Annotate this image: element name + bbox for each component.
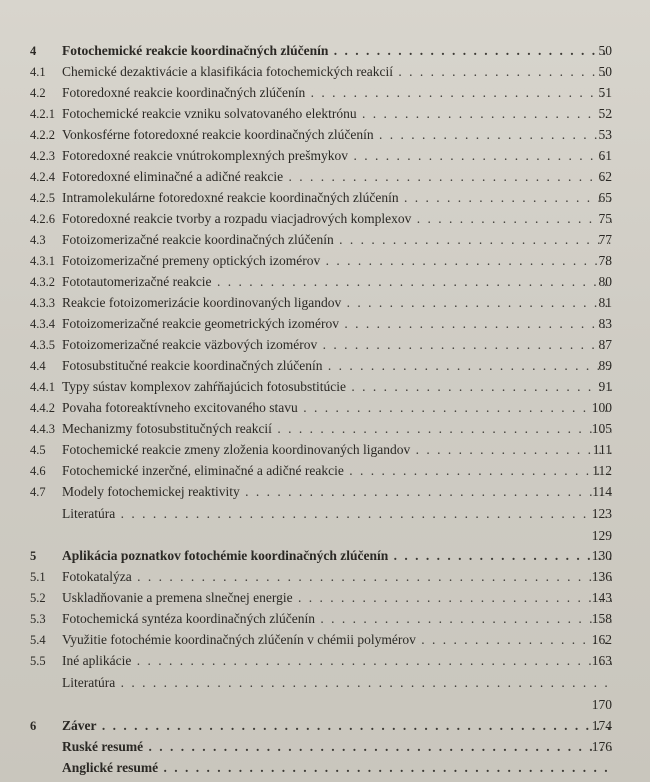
toc-entry-number: 4.2.4: [30, 170, 55, 184]
toc-entry-title: Fotochemické reakcie vzniku solvatovaného elektrónu . . .: [62, 103, 612, 125]
toc-entry-page: 176: [591, 739, 612, 754]
toc-entry-title: Reakcie fotoizomerizácie koordinovaných ligandov . . .: [62, 292, 612, 314]
toc-entry: [0, 736, 650, 758]
toc-entry-page: 81: [598, 295, 612, 310]
toc-entry-title: Fotochemické reakcie koordinačných zlúčenín . . .: [62, 40, 612, 62]
toc-entry-page: 53: [598, 127, 612, 142]
toc-entry: [0, 229, 650, 251]
toc-entry: [0, 187, 650, 209]
toc-entry-number: 4.1: [30, 65, 46, 79]
toc-entry-title: Mechanizmy fotosubstitučných reakcií . . .: [62, 418, 612, 440]
toc-entry-title: Fotoizomerizačné reakcie geometrických izomérov . . .: [62, 313, 612, 335]
toc-entry-page: 158: [591, 611, 612, 626]
toc-entry-page: 174: [591, 718, 612, 733]
toc-entry-title: Typy sústav komplexov zahŕňajúcich fotosubstitúcie . . .: [62, 376, 612, 398]
toc-entry-page: 89: [598, 358, 612, 373]
toc-entry-title: Literatúra . . .: [62, 503, 612, 525]
toc-entry-title: Fotochemická syntéza koordinačných zlúčenín . . .: [62, 608, 612, 630]
toc-entry-page: 77: [598, 232, 612, 247]
toc-entry-page: 75: [598, 211, 612, 226]
toc-entry-title: Fotoredoxné reakcie tvorby a rozpadu viacjadrových komplexov . . .: [62, 208, 612, 230]
toc-entry-page: 112: [592, 463, 612, 478]
toc-entry-number: 4.2.2: [30, 128, 55, 142]
toc-entry-number: 5.1: [30, 570, 46, 584]
toc-entry-page: 136: [591, 569, 612, 584]
toc-entry-title: Chemické dezaktivácie a klasifikácia fotochemických reakcií . . .: [62, 61, 612, 83]
toc-entry: [0, 124, 650, 146]
toc-entry: [0, 418, 650, 440]
toc-entry: [0, 525, 650, 547]
toc-entry-page: 50: [598, 43, 612, 58]
toc-entry-number: 6: [30, 719, 37, 733]
toc-entry: [0, 355, 650, 377]
toc-entry-page: 143: [591, 590, 612, 605]
toc-entry: [0, 757, 650, 779]
toc-entry: [0, 103, 650, 125]
toc-entry-title: Aplikácia poznatkov fotochémie koordinačných zlúčenín . . .: [62, 545, 612, 567]
toc-entry-page: 123: [591, 506, 612, 521]
toc-entry-title: Fotoredoxné eliminačné a adičné reakcie . . .: [62, 166, 612, 188]
toc-entry-title: Fotoredoxné reakcie vnútrokomplexných prešmykov . . .: [62, 145, 612, 167]
toc-entry-number: 4.4: [30, 359, 46, 373]
toc-entry-page: 83: [598, 316, 612, 331]
toc-entry-number: 4.2.1: [30, 107, 55, 121]
toc-entry-title: Fotochemické inzerčné, eliminačné a adičné reakcie . . .: [62, 460, 612, 482]
toc-entry: [0, 715, 650, 737]
toc-entry-title: Literatúra . . .: [62, 672, 612, 694]
toc-entry-number: 4.3.1: [30, 254, 55, 268]
toc-entry-number: 5: [30, 549, 37, 563]
toc-entry: [0, 271, 650, 293]
toc-entry-page: 129: [591, 528, 612, 543]
toc-entry-page: 162: [591, 632, 612, 647]
toc-entry-title: Využitie fotochémie koordinačných zlúčenín v chémii polymérov . . .: [62, 629, 612, 651]
toc-entry-page: 163: [591, 653, 612, 668]
toc-entry-page: 91: [598, 379, 612, 394]
toc-entry: [0, 292, 650, 314]
toc-entry-page: 105: [591, 421, 612, 436]
toc-entry: [0, 672, 650, 694]
toc-entry-number: 4.6: [30, 464, 46, 478]
toc-entry-title: Fotoizomerizačné reakcie väzbových izomérov . . .: [62, 334, 612, 356]
toc-entry: [0, 166, 650, 188]
toc-entry: [0, 629, 650, 651]
toc-entry-page: 62: [598, 169, 612, 184]
toc-entry-number: 4.7: [30, 485, 46, 499]
toc-entry-number: 4.5: [30, 443, 46, 457]
toc-entry-title: Anglické resumé . . .: [62, 757, 612, 779]
toc-entry: [0, 566, 650, 588]
toc-entry-number: 5.4: [30, 633, 46, 647]
toc-entry-title: Fototautomerizačné reakcie . . .: [62, 271, 612, 293]
toc-entry-title: Záver . . .: [62, 715, 612, 737]
toc-entry: [0, 608, 650, 630]
toc-entry-title: Fotosubstitučné reakcie koordinačných zlúčenín . . .: [62, 355, 612, 377]
toc-entry: [0, 376, 650, 398]
toc-entry-number: 4.3.3: [30, 296, 55, 310]
toc-entry-page: 80: [598, 274, 612, 289]
toc-entry-title: Ruské resumé . . .: [62, 736, 612, 758]
toc-entry: [0, 397, 650, 419]
toc-entry-number: 5.5: [30, 654, 46, 668]
toc-entry-number: 4.2.5: [30, 191, 55, 205]
toc-entry: [0, 145, 650, 167]
toc-entry-number: 4.4.1: [30, 380, 55, 394]
toc-entry-title: Fotochemické reakcie zmeny zloženia koordinovaných ligandov . . .: [62, 439, 612, 461]
toc-entry: [0, 650, 650, 672]
toc-entry: [0, 694, 650, 716]
toc-entry-title: Uskladňovanie a premena slnečnej energie . . .: [62, 587, 612, 609]
toc-entry-number: 4.2.3: [30, 149, 55, 163]
toc-entry: [0, 481, 650, 503]
toc-entry-page: 61: [598, 148, 612, 163]
toc-entry: [0, 61, 650, 83]
toc-entry: [0, 208, 650, 230]
toc-entry-page: 100: [591, 400, 612, 415]
toc-entry-number: 4.3: [30, 233, 46, 247]
toc-entry: [0, 82, 650, 104]
toc-entry-number: 4.4.2: [30, 401, 55, 415]
toc-entry: [0, 439, 650, 461]
toc-entry: [0, 313, 650, 335]
toc-entry-number: 5.2: [30, 591, 46, 605]
toc-entry-page: 52: [598, 106, 612, 121]
toc-entry-page: 65: [598, 190, 612, 205]
toc-entry: [0, 460, 650, 482]
toc-entry: [0, 250, 650, 272]
toc-entry: [0, 503, 650, 525]
toc-entry-title: Povaha fotoreaktívneho excitovaného stavu . . .: [62, 397, 612, 419]
toc-entry-number: 4.4.3: [30, 422, 55, 436]
toc-entry-page: 170: [591, 697, 612, 712]
toc-entry-number: 4.3.2: [30, 275, 55, 289]
toc-entry: [0, 334, 650, 356]
toc-entry: [0, 40, 650, 62]
toc-entry: [0, 545, 650, 567]
toc-entry: [0, 587, 650, 609]
toc-entry-page: 50: [598, 64, 612, 79]
toc-entry-page: 51: [598, 85, 612, 100]
toc-entry-title: Vonkosférne fotoredoxné reakcie koordinačných zlúčenín . . .: [62, 124, 612, 146]
toc-entry-title: Fotoizomerizačné premeny optických izomérov . . .: [62, 250, 612, 272]
toc-entry-number: 4: [30, 44, 37, 58]
toc-entry-page: 78: [598, 253, 612, 268]
toc-entry-title: Fotokatalýza . . .: [62, 566, 612, 588]
toc-entry-title: Iné aplikácie . . .: [62, 650, 612, 672]
toc-entry-page: 87: [598, 337, 612, 352]
toc-entry-title: Intramolekulárne fotoredoxné reakcie koordinačných zlúčenín . . .: [62, 187, 612, 209]
toc-entry-number: 4.2.6: [30, 212, 55, 226]
toc-entry-number: 4.2: [30, 86, 46, 100]
toc-entry-title: Modely fotochemickej reaktivity . . .: [62, 481, 612, 503]
toc-entry-title: Fotoredoxné reakcie koordinačných zlúčenín . . .: [62, 82, 612, 104]
toc-entry-page: 114: [592, 484, 612, 499]
toc-entry-page: 130: [591, 548, 612, 563]
toc-entry-page: 111: [592, 442, 612, 457]
toc-entry-title: Fotoizomerizačné reakcie koordinačných zlúčenín . . .: [62, 229, 612, 251]
toc-entry-number: 4.3.5: [30, 338, 55, 352]
toc-entry-number: 5.3: [30, 612, 46, 626]
toc-entry-number: 4.3.4: [30, 317, 55, 331]
